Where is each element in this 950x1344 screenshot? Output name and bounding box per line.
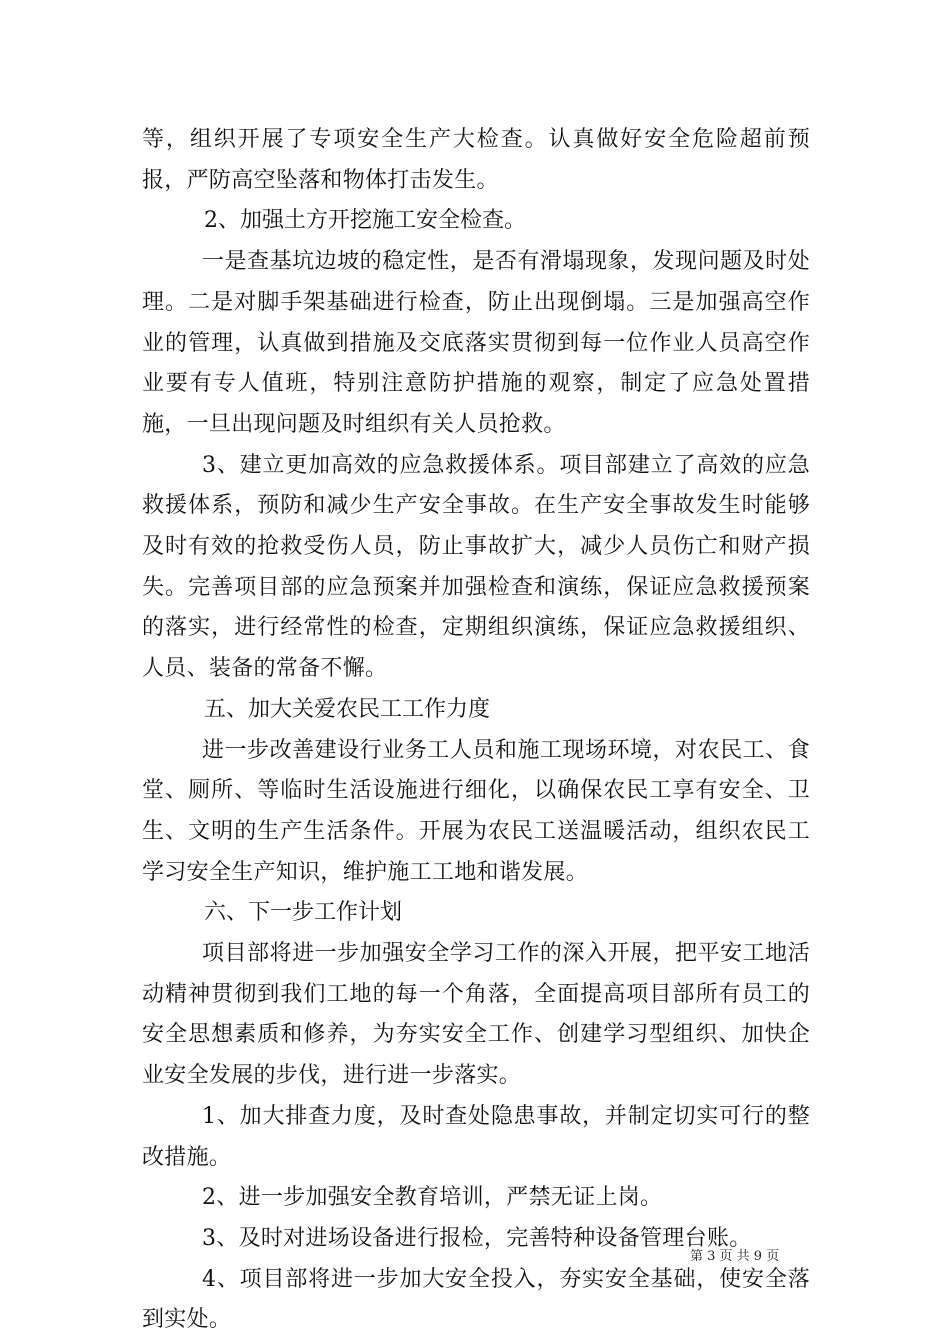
paragraph-migrant-worker-care: 进一步改善建设行业务工人员和施工现场环境，对农民工、食堂、厕所、等临时生活设施进行细化，以确保农民工享有安全、卫生、文明的生产生活条件。开展为农民工送温暖活动，组织农民工学习安全生产知识，维护施工工地和谐发展。 <box>142 737 810 885</box>
list-item-safety-investment: 4、项目部将进一步加大安全投入，夯实安全基础，使安全落到实处。 <box>142 1266 810 1333</box>
paragraph-next-steps-intro: 项目部将进一步加强安全学习工作的深入开展，把平安工地活动精神贯彻到我们工地的每一个角落，全面提高项目部所有员工的安全思想素质和修养，为夯实安全工作、创建学习型组织、加快企业安全发展的步伐，进行进一步落实。 <box>142 941 810 1089</box>
page-number: 第 3 页 共 9 页 <box>690 1249 780 1264</box>
paragraph-inspection-continued: 等，组织开展了专项安全生产大检查。认真做好安全危险超前预报，严防高空坠落和物体打击发生。 <box>142 127 810 193</box>
document-body <box>142 120 810 1341</box>
list-item-equipment-inspection: 3、及时对进场设备进行报检，完善特种设备管理台账。 <box>202 1225 752 1251</box>
section-heading-next-steps: 六、下一步工作计划 <box>204 900 403 926</box>
list-item-safety-training: 2、进一步加强安全教育培训，严禁无证上岗。 <box>202 1185 663 1211</box>
paragraph-emergency-rescue-system: 3、建立更加高效的应急救援体系。项目部建立了高效的应急救援体系，预防和减少生产安全事故。在生产安全事故发生时能够及时有效的抢救受伤人员，防止事故扩大，减少人员伤亡和财产损失。完善项目部的应急预案并加强检查和演练，保证应急救援预案的落实，进行经常性的检查，定期组织演练，保证应急救援组织、人员、装备的常备不懈。 <box>142 452 810 682</box>
subheading-earthwork-inspection: 2、加强土方开挖施工安全检查。 <box>204 208 526 234</box>
paragraph-foundation-pit-checks: 一是查基坑边坡的稳定性，是否有滑塌现象，发现问题及时处理。二是对脚手架基础进行检查，防止出现倒塌。三是加强高空作业的管理，认真做到措施及交底落实贯彻到每一位作业人员高空作业要有专人值班，特别注意防护措施的观察，制定了应急处置措施，一旦出现问题及时组织有关人员抢救。 <box>142 249 810 437</box>
list-item-hazard-inspection: 1、加大排查力度，及时查处隐患事故，并制定切实可行的整改措施。 <box>142 1103 810 1170</box>
section-heading-migrant-worker-care: 五、加大关爱农民工工作力度 <box>204 696 491 722</box>
